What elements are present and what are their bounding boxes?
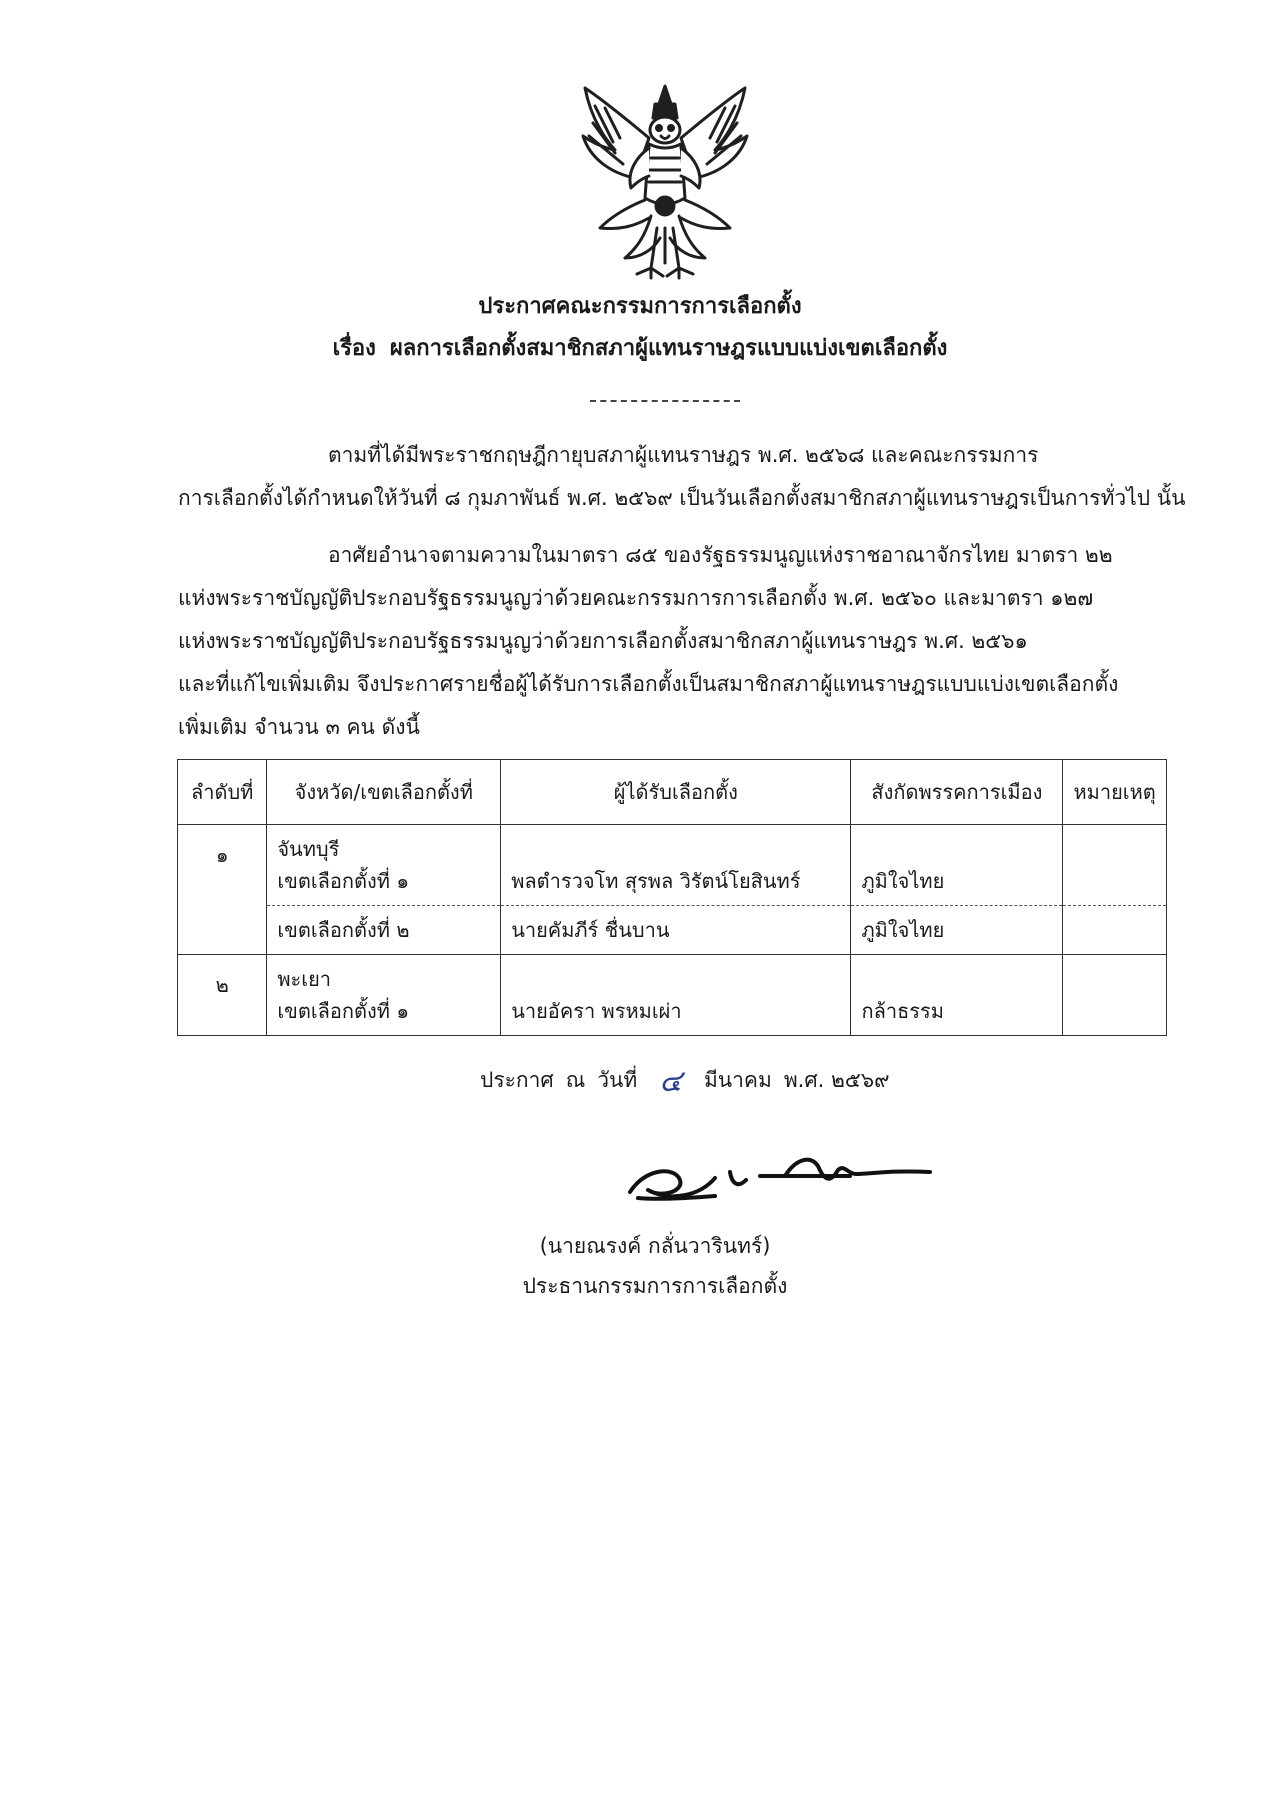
date-day-handwritten: ๔ (659, 1064, 682, 1099)
results-table (177, 759, 1167, 1036)
paragraph-line: แห่งพระราชบัญญัติประกอบรัฐธรรมนูญว่าด้วยการเลือกตั้งสมาชิกสภาผู้แทนราษฎร พ.ศ. ๒๕๖๑ (178, 629, 1028, 653)
date-day-label: วันที่ (597, 1068, 638, 1092)
paragraph-line: การเลือกตั้งได้กำหนดให้วันที่ ๘ กุมภาพันธ์ พ.ศ. ๒๕๖๙ เป็นวันเลือกตั้งสมาชิกสภาผู้แทนราษฎรเป็นการทั่วไป นั้น (178, 486, 1186, 510)
elected-name: นายอัครา พรหมเผ่า (501, 955, 851, 1036)
table-row (178, 906, 1167, 955)
subject-label: เรื่อง (332, 336, 376, 361)
note-cell (1063, 825, 1167, 906)
elected-name: นายคัมภีร์ ชื่นบาน (501, 906, 851, 955)
date-month: มีนาคม (703, 1068, 772, 1092)
party-name: กล้าธรรม (851, 955, 1063, 1036)
signer-name: (นายณรงค์ กลั่นวารินทร์) (539, 1234, 771, 1258)
garuda-emblem-icon (565, 78, 765, 288)
date-prefix: ประกาศ (480, 1068, 554, 1092)
paragraph-2 (178, 534, 1152, 749)
header-elected: ผู้ได้รับเลือกตั้ง (501, 760, 851, 825)
signature-icon (620, 1140, 970, 1210)
note-cell (1063, 906, 1167, 955)
header-party: สังกัดพรรคการเมือง (851, 760, 1063, 825)
party-name: ภูมิใจไทย (851, 825, 1063, 906)
province-name: พะเยา (277, 967, 332, 991)
province-district-cell (267, 955, 501, 1036)
province-district-cell (267, 825, 501, 906)
row-number: ๒ (178, 955, 267, 1036)
document-title: ประกาศคณะกรรมการการเลือกตั้ง (478, 294, 802, 319)
table-header-row (178, 760, 1167, 825)
row-number: ๑ (178, 825, 267, 955)
party-name: ภูมิใจไทย (851, 906, 1063, 955)
announcement-date (480, 1058, 889, 1105)
paragraph-line: ตามที่ได้มีพระราชกฤษฎีกายุบสภาผู้แทนราษฎร พ.ศ. ๒๕๖๘ และคณะกรรมการ (328, 443, 1039, 467)
header-note: หมายเหตุ (1063, 760, 1167, 825)
header-province-district: จังหวัด/เขตเลือกตั้งที่ (267, 760, 501, 825)
paragraph-line: และที่แก้ไขเพิ่มเติม จึงประกาศรายชื่อผู้ได้รับการเลือกตั้งเป็นสมาชิกสภาผู้แทนราษฎรแบบแบ่งเขตเลือกตั้ง (178, 672, 1119, 696)
header-order: ลำดับที่ (178, 760, 267, 825)
date-at: ณ (565, 1068, 586, 1092)
province-name: จันทบุรี (277, 837, 340, 861)
paragraph-line: แห่งพระราชบัญญัติประกอบรัฐธรรมนูญว่าด้วยคณะกรรมการการเลือกตั้ง พ.ศ. ๒๕๖๐ และมาตรา ๑๒๗ (178, 586, 1094, 610)
table-row (178, 955, 1167, 1036)
district-name: เขตเลือกตั้งที่ ๑ (277, 869, 410, 893)
signer-position: ประธานกรรมการการเลือกตั้ง (522, 1274, 788, 1298)
paragraph-line: เพิ่มเติม จำนวน ๓ คน ดังนี้ (178, 715, 420, 739)
paragraph-line: อาศัยอำนาจตามความในมาตรา ๘๕ ของรัฐธรรมนูญแห่งราชอาณาจักรไทย มาตรา ๒๒ (328, 543, 1113, 567)
paragraph-1 (178, 434, 1186, 520)
elected-name: พลตำรวจโท สุรพล วิรัตน์โยสินทร์ (501, 825, 851, 906)
date-year: พ.ศ. ๒๕๖๙ (783, 1068, 890, 1092)
note-cell (1063, 955, 1167, 1036)
district-name: เขตเลือกตั้งที่ ๑ (277, 999, 410, 1023)
table-row (178, 825, 1167, 906)
subject-text: ผลการเลือกตั้งสมาชิกสภาผู้แทนราษฎรแบบแบ่งเขตเลือกตั้ง (389, 336, 948, 361)
title-divider (590, 400, 740, 402)
district-name: เขตเลือกตั้งที่ ๒ (267, 906, 501, 955)
document-subject (0, 330, 1280, 365)
